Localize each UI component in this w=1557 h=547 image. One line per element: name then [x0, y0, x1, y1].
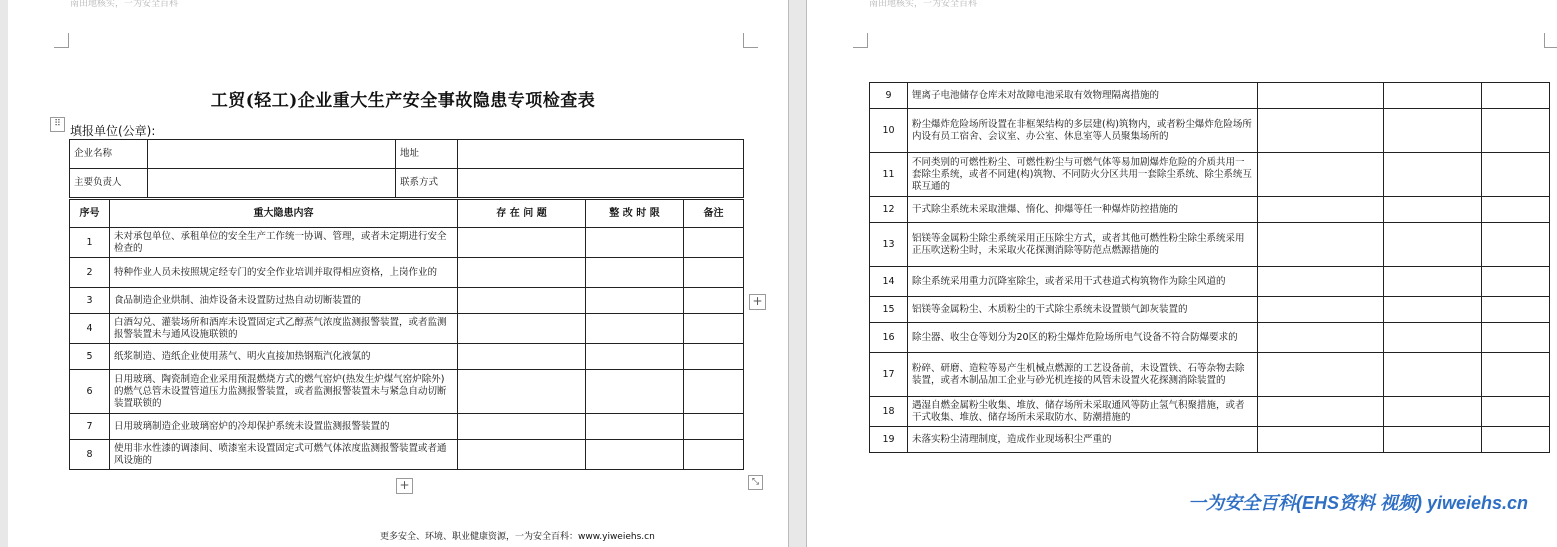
- address-field[interactable]: [458, 140, 744, 169]
- deadline-cell[interactable]: [1384, 353, 1482, 397]
- page-footer: 更多安全、环境、职业健康资源，一为安全百科：www.yiweiehs.cn: [380, 532, 655, 542]
- deadline-cell[interactable]: [1384, 297, 1482, 323]
- row-index: 18: [870, 397, 908, 427]
- row-index: 13: [870, 223, 908, 267]
- hazard-content: 使用非水性漆的调漆间、喷漆室未设置固定式可燃气体浓度监测报警装置或者通风设施的: [110, 440, 458, 470]
- table-row: [70, 228, 744, 258]
- remarks-cell[interactable]: [1482, 323, 1550, 353]
- row-index: 10: [870, 109, 908, 153]
- crop-mark-top-left: [54, 33, 69, 48]
- deadline-cell[interactable]: [1384, 109, 1482, 153]
- page-header-text: 南田地核实，一为安全百科: [869, 0, 978, 9]
- add-column-button[interactable]: +: [749, 294, 766, 310]
- issues-cell[interactable]: [458, 314, 586, 344]
- crop-mark-top-right: [1544, 33, 1557, 48]
- issues-cell[interactable]: [458, 344, 586, 370]
- company-name-field[interactable]: [148, 140, 396, 169]
- remarks-cell[interactable]: [684, 370, 744, 414]
- document-title: 工贸(轻工)企业重大生产安全事故隐患专项检查表: [210, 91, 596, 111]
- hazard-content: 除尘器、收尘仓等划分为20区的粉尘爆炸危险场所电气设备不符合防爆要求的: [908, 323, 1258, 353]
- row-index: 4: [70, 314, 110, 344]
- contact-label: 联系方式: [396, 169, 458, 198]
- hazard-content: 铝镁等金属粉尘、木质粉尘的干式除尘系统未设置锁气卸灰装置的: [908, 297, 1258, 323]
- deadline-cell[interactable]: [586, 370, 684, 414]
- site-watermark: 一为安全百科(EHS资料 视频) yiweiehs.cn: [1188, 493, 1529, 513]
- table-row: [870, 109, 1550, 153]
- deadline-cell[interactable]: [586, 440, 684, 470]
- contact-field[interactable]: [458, 169, 744, 198]
- hazard-content: 日用玻璃制造企业玻璃窑炉的冷却保护系统未设置监测报警装置的: [110, 414, 458, 440]
- issues-cell[interactable]: [1258, 323, 1384, 353]
- deadline-cell[interactable]: [586, 258, 684, 288]
- issues-cell[interactable]: [1258, 223, 1384, 267]
- issues-cell[interactable]: [1258, 353, 1384, 397]
- row-index: 12: [870, 197, 908, 223]
- row-index: 8: [70, 440, 110, 470]
- remarks-cell[interactable]: [684, 228, 744, 258]
- table-move-handle-icon[interactable]: ⠿: [50, 117, 65, 132]
- table-row: [870, 197, 1550, 223]
- hazard-content: 特种作业人员未按照规定经专门的安全作业培训并取得相应资格，上岗作业的: [110, 258, 458, 288]
- issues-cell[interactable]: [458, 414, 586, 440]
- issues-cell[interactable]: [1258, 153, 1384, 197]
- remarks-cell[interactable]: [684, 314, 744, 344]
- hazard-content: 锂离子电池储存仓库未对故障电池采取有效物理隔离措施的: [908, 83, 1258, 109]
- table-row: [870, 153, 1550, 197]
- remarks-cell[interactable]: [1482, 397, 1550, 427]
- column-header-index: 序号: [70, 200, 110, 228]
- hazard-content: 食品制造企业烘制、油炸设备未设置防过热自动切断装置的: [110, 288, 458, 314]
- principal-label: 主要负责人: [70, 169, 148, 198]
- row-index: 14: [870, 267, 908, 297]
- table-row: [870, 267, 1550, 297]
- issues-cell[interactable]: [458, 228, 586, 258]
- remarks-cell[interactable]: [1482, 109, 1550, 153]
- hazard-content: 日用玻璃、陶瓷制造企业采用预混燃烧方式的燃气窑炉(热发生炉煤气窑炉除外)的燃气总管未设置管道压力监测报警装置，或者监测报警装置未与紧急自动切断装置联锁的: [110, 370, 458, 414]
- row-index: 11: [870, 153, 908, 197]
- row-index: 2: [70, 258, 110, 288]
- deadline-cell[interactable]: [1384, 153, 1482, 197]
- column-header-issues: 存 在 问 题: [458, 200, 586, 228]
- issues-cell[interactable]: [458, 370, 586, 414]
- row-index: 1: [70, 228, 110, 258]
- remarks-cell[interactable]: [1482, 297, 1550, 323]
- hazard-checklist-table-continued: [869, 82, 1550, 453]
- remarks-cell[interactable]: [1482, 223, 1550, 267]
- table-row: [870, 323, 1550, 353]
- company-name-label: 企业名称: [70, 140, 148, 169]
- table-row: [70, 344, 744, 370]
- table-row: [870, 353, 1550, 397]
- row-index: 3: [70, 288, 110, 314]
- column-header-content: 重大隐患内容: [110, 200, 458, 228]
- row-index: 19: [870, 427, 908, 453]
- hazard-content: 不同类别的可燃性粉尘、可燃性粉尘与可燃气体等易加剧爆炸危险的介质共用一套除尘系统，或者不同建(构)筑物、不同防火分区共用一套除尘系统、除尘系统互联互通的: [908, 153, 1258, 197]
- deadline-cell[interactable]: [1384, 83, 1482, 109]
- column-header-remarks: 备注: [684, 200, 744, 228]
- address-label: 地址: [396, 140, 458, 169]
- deadline-cell[interactable]: [1384, 397, 1482, 427]
- issues-cell[interactable]: [1258, 297, 1384, 323]
- remarks-cell[interactable]: [1482, 153, 1550, 197]
- issues-cell[interactable]: [1258, 83, 1384, 109]
- table-row: [870, 83, 1550, 109]
- row-index: 15: [870, 297, 908, 323]
- issues-cell[interactable]: [1258, 427, 1384, 453]
- hazard-content: 粉碎、研磨、造粒等易产生机械点燃源的工艺设备前，未设置铁、石等杂物去除装置，或者木制品加工企业与砂光机连接的风管未设置火花探测消除装置的: [908, 353, 1258, 397]
- row-index: 5: [70, 344, 110, 370]
- table-resize-handle-icon[interactable]: ⤡: [748, 475, 763, 490]
- table-row: [70, 258, 744, 288]
- deadline-cell[interactable]: [1384, 197, 1482, 223]
- hazard-content: 粉尘爆炸危险场所设置在非框架结构的多层建(构)筑物内，或者粉尘爆炸危险场所内设有员工宿舍、会议室、办公室、休息室等人员聚集场所的: [908, 109, 1258, 153]
- remarks-cell[interactable]: [1482, 353, 1550, 397]
- deadline-cell[interactable]: [1384, 223, 1482, 267]
- company-info-table: [69, 139, 744, 198]
- hazard-content: 未对承包单位、承租单位的安全生产工作统一协调、管理，或者未定期进行安全检查的: [110, 228, 458, 258]
- row-index: 17: [870, 353, 908, 397]
- issues-cell[interactable]: [458, 288, 586, 314]
- table-row: [870, 297, 1550, 323]
- deadline-cell[interactable]: [1384, 267, 1482, 297]
- table-row: [70, 314, 744, 344]
- table-row: [70, 440, 744, 470]
- remarks-cell[interactable]: [1482, 83, 1550, 109]
- deadline-cell[interactable]: [586, 314, 684, 344]
- hazard-checklist-table: [69, 199, 744, 470]
- remarks-cell[interactable]: [684, 258, 744, 288]
- hazard-content: 未落实粉尘清理制度，造成作业现场积尘严重的: [908, 427, 1258, 453]
- deadline-cell[interactable]: [1384, 427, 1482, 453]
- remarks-cell[interactable]: [1482, 197, 1550, 223]
- deadline-cell[interactable]: [586, 288, 684, 314]
- crop-mark-top-left: [853, 33, 868, 48]
- hazard-content: 白酒勾兑、灌装场所和酒库未设置固定式乙醇蒸气浓度监测报警装置，或者监测报警装置未与通风设施联锁的: [110, 314, 458, 344]
- row-index: 6: [70, 370, 110, 414]
- crop-mark-top-right: [743, 33, 758, 48]
- table-row: [870, 223, 1550, 267]
- page-header-text: 南田地核实，一为安全百科: [70, 0, 179, 9]
- remarks-cell[interactable]: [684, 414, 744, 440]
- table-row: [70, 288, 744, 314]
- table-row: [870, 427, 1550, 453]
- remarks-cell[interactable]: [1482, 267, 1550, 297]
- issues-cell[interactable]: [1258, 397, 1384, 427]
- remarks-cell[interactable]: [684, 344, 744, 370]
- issues-cell[interactable]: [1258, 197, 1384, 223]
- deadline-cell[interactable]: [1384, 323, 1482, 353]
- row-index: 9: [870, 83, 908, 109]
- hazard-content: 铝镁等金属粉尘除尘系统采用正压除尘方式，或者其他可燃性粉尘除尘系统采用正压吹送粉尘时，未采取火花探测消除等防范点燃源措施的: [908, 223, 1258, 267]
- column-header-deadline: 整 改 时 限: [586, 200, 684, 228]
- document-page-left: [8, 0, 789, 547]
- table-row: [70, 370, 744, 414]
- document-page-right: [806, 0, 1557, 547]
- reporting-unit-label: 填报单位(公章):: [70, 124, 156, 138]
- row-index: 16: [870, 323, 908, 353]
- deadline-cell[interactable]: [586, 344, 684, 370]
- deadline-cell[interactable]: [586, 414, 684, 440]
- hazard-content: 除尘系统采用重力沉降室除尘，或者采用干式巷道式构筑物作为除尘风道的: [908, 267, 1258, 297]
- hazard-content: 纸浆制造、造纸企业使用蒸气、明火直接加热钢瓶汽化液氯的: [110, 344, 458, 370]
- principal-field[interactable]: [148, 169, 396, 198]
- row-index: 7: [70, 414, 110, 440]
- issues-cell[interactable]: [1258, 109, 1384, 153]
- table-row: [70, 414, 744, 440]
- add-row-button[interactable]: +: [396, 478, 413, 494]
- remarks-cell[interactable]: [684, 440, 744, 470]
- remarks-cell[interactable]: [1482, 427, 1550, 453]
- issues-cell[interactable]: [458, 440, 586, 470]
- deadline-cell[interactable]: [586, 228, 684, 258]
- table-row: [870, 397, 1550, 427]
- issues-cell[interactable]: [1258, 267, 1384, 297]
- remarks-cell[interactable]: [684, 288, 744, 314]
- hazard-content: 遇湿自燃金属粉尘收集、堆放、储存场所未采取通风等防止氢气积聚措施，或者干式收集、堆放、储存场所未采取防水、防潮措施的: [908, 397, 1258, 427]
- issues-cell[interactable]: [458, 258, 586, 288]
- hazard-content: 干式除尘系统未采取泄爆、惰化、抑爆等任一种爆炸防控措施的: [908, 197, 1258, 223]
